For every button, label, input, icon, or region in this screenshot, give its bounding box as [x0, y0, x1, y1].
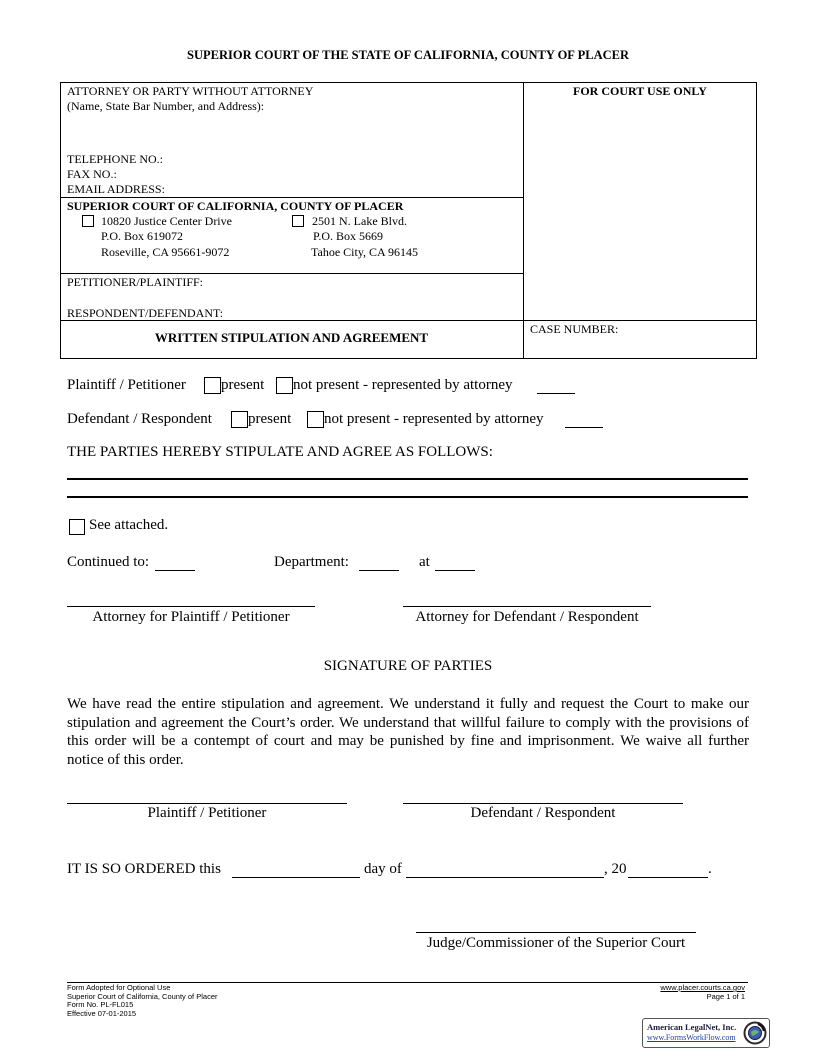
plaintiff-signature-line[interactable]	[67, 803, 347, 804]
fax-label: FAX NO.:	[67, 167, 117, 181]
logo-globe-icon	[743, 1021, 767, 1045]
judge-label: Judge/Commissioner of the Superior Court	[426, 935, 686, 951]
defendant-not-present-label: not present - represented by attorney	[324, 411, 544, 427]
department-blank[interactable]	[359, 570, 399, 571]
stipulation-line-1[interactable]	[67, 478, 748, 480]
footer-page-number: Page 1 of 1	[706, 991, 745, 1001]
attorney-plaintiff-signature-line[interactable]	[67, 606, 315, 607]
logo-url[interactable]: www.FormsWorkFlow.com	[647, 1033, 736, 1042]
plaintiff-not-present-label: not present - represented by attorney	[293, 377, 513, 393]
see-attached-label: See attached.	[89, 517, 169, 533]
attorney-sub-label: (Name, State Bar Number, and Address):	[67, 99, 265, 113]
attorney-defendant-signature-line[interactable]	[403, 606, 651, 607]
roseville-checkbox[interactable]	[82, 215, 94, 227]
plaintiff-not-present-checkbox[interactable]	[276, 377, 293, 394]
department-label: Department:	[274, 554, 349, 570]
american-legalnet-logo[interactable]	[642, 1018, 770, 1048]
order-year-blank[interactable]	[628, 877, 708, 878]
footer-effective: Effective 07-01-2015	[67, 1008, 137, 1018]
continued-to-label: Continued to:	[67, 554, 150, 570]
form-title: WRITTEN STIPULATION AND AGREEMENT	[154, 330, 429, 345]
plaintiff-present-checkbox[interactable]	[204, 377, 221, 394]
order-year-prefix: , 20	[604, 861, 627, 877]
defendant-present-label: present	[248, 411, 292, 427]
stipulate-heading: THE PARTIES HEREBY STIPULATE AND AGREE AS FOLLOWS:	[67, 444, 493, 460]
plaintiff-attorney-blank[interactable]	[537, 393, 575, 394]
attorney-plaintiff-label: Attorney for Plaintiff / Petitioner	[92, 609, 290, 625]
defendant-attorney-blank[interactable]	[565, 427, 603, 428]
defendant-not-present-checkbox[interactable]	[307, 411, 324, 428]
tahoe-line2: P.O. Box 5669	[313, 229, 384, 243]
tahoe-line3: Tahoe City, CA 96145	[311, 245, 419, 259]
telephone-label: TELEPHONE NO.:	[67, 152, 163, 166]
roseville-line3: Roseville, CA 95661-9072	[101, 245, 230, 259]
order-text: IT IS SO ORDERED this	[67, 861, 221, 877]
defendant-present-checkbox[interactable]	[231, 411, 248, 428]
judge-signature-line[interactable]	[416, 932, 696, 933]
footer-left	[67, 984, 218, 1018]
plaintiff-present-label: present	[221, 377, 265, 393]
order-day-blank[interactable]	[232, 877, 360, 878]
agreement-paragraph: We have read the entire stipulation and agreement. We understand it fully and request the Court to make our stipulation and agreement the Court’s order. We understand that willful failure to comply with the provisions of this order will be a contempt of court and may be punished by fine and imprisonment. We waive all further notice of this order.	[67, 696, 749, 768]
attorney-defendant-label: Attorney for Defendant / Respondent	[415, 609, 639, 625]
defendant-attendance-label: Defendant / Respondent	[67, 411, 212, 427]
at-label: at	[419, 554, 430, 570]
attorney-label: ATTORNEY OR PARTY WITHOUT ATTORNEY	[67, 84, 314, 98]
respondent-label: RESPONDENT/DEFENDANT:	[67, 306, 224, 320]
court-header: SUPERIOR COURT OF THE STATE OF CALIFORNIA, COUNTY OF PLACER	[187, 48, 629, 62]
logo-company: American LegalNet, Inc.	[647, 1022, 737, 1032]
plaintiff-signature-label: Plaintiff / Petitioner	[147, 805, 267, 821]
tahoe-checkbox[interactable]	[292, 215, 304, 227]
footer-adopted: Form Adopted for Optional Use	[67, 983, 171, 992]
time-blank[interactable]	[435, 570, 475, 571]
order-month-blank[interactable]	[406, 877, 604, 878]
continued-to-blank[interactable]	[155, 570, 195, 571]
defendant-signature-line[interactable]	[403, 803, 683, 804]
case-number-label: CASE NUMBER:	[530, 322, 619, 336]
court-name: SUPERIOR COURT OF CALIFORNIA, COUNTY OF PLACER	[67, 199, 404, 213]
see-attached-checkbox[interactable]	[69, 519, 85, 535]
roseville-line1: 10820 Justice Center Drive	[101, 214, 232, 228]
defendant-signature-label: Defendant / Respondent	[470, 805, 616, 821]
order-day-of-label: day of	[364, 861, 402, 877]
footer-website-link[interactable]: www.placer.courts.ca.gov	[660, 983, 745, 992]
footer-court: Superior Court of California, County of Placer	[67, 991, 218, 1001]
email-label: EMAIL ADDRESS:	[67, 182, 165, 196]
order-period: .	[708, 861, 712, 877]
roseville-line2: P.O. Box 619072	[101, 229, 184, 243]
court-use-label: FOR COURT USE ONLY	[573, 84, 707, 98]
footer-right	[600, 984, 745, 1001]
petitioner-label: PETITIONER/PLAINTIFF:	[67, 275, 203, 289]
stipulation-line-2[interactable]	[67, 496, 748, 498]
footer-form-no: Form No. PL-FL015	[67, 1000, 134, 1010]
plaintiff-attendance-label: Plaintiff / Petitioner	[67, 377, 186, 393]
signature-heading: SIGNATURE OF PARTIES	[323, 658, 493, 674]
tahoe-line1: 2501 N. Lake Blvd.	[312, 214, 407, 228]
